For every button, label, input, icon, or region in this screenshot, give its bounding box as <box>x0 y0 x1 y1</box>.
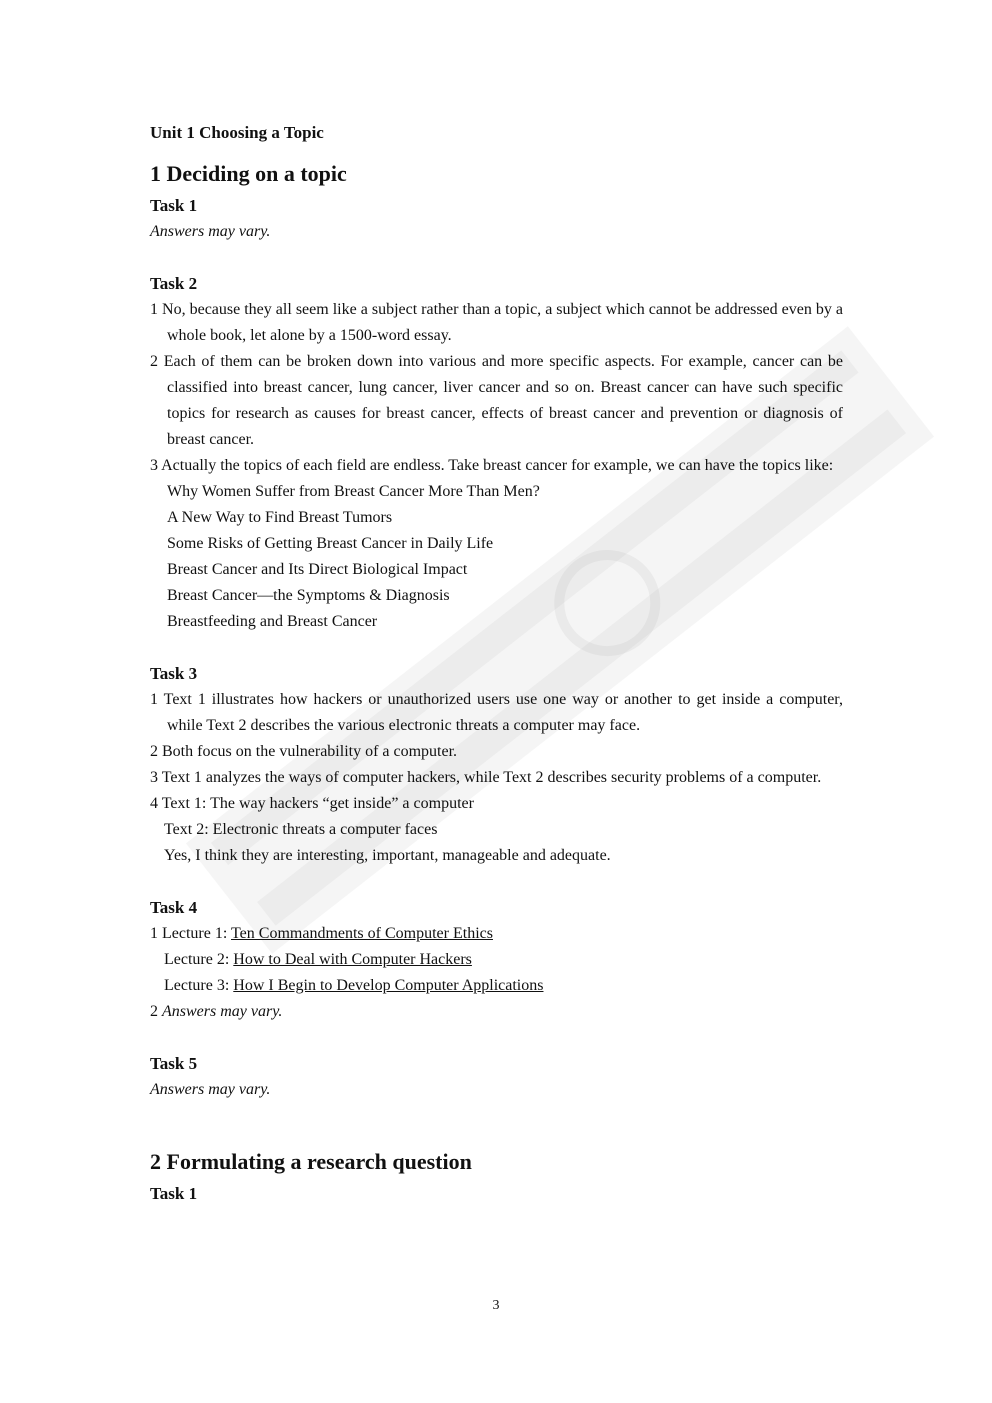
task-2-item-1: 1 No, because they all seem like a subject rather than a topic, a subject which cannot be addressed even by a whole book, let alone by a 1500-word essay. <box>150 301 843 344</box>
page-number: 3 <box>492 1298 500 1313</box>
lecture-2-line <box>150 947 843 973</box>
task-3-item-4-line-3: Yes, I think they are interesting, important, manageable and adequate. <box>164 847 611 864</box>
task-3-item-3: 3 Text 1 analyzes the ways of computer hackers, while Text 2 describes security problems of a computer. <box>150 769 822 786</box>
document-content <box>150 121 843 1207</box>
lecture-3-title: How I Begin to Develop Computer Applications <box>233 977 544 994</box>
task-5-heading: Task 5 <box>150 1054 198 1073</box>
section-title-formulating: 2 Formulating a research question <box>150 1149 472 1174</box>
lecture-1-prefix: 1 Lecture 1: <box>150 925 232 942</box>
task-5-answer: Answers may vary. <box>150 1081 271 1098</box>
unit-title: Unit 1 Choosing a Topic <box>150 123 324 142</box>
task-3-item-2: 2 Both focus on the vulnerability of a computer. <box>150 743 458 760</box>
task-2-heading: Task 2 <box>150 274 198 293</box>
lecture-3-prefix: Lecture 3: <box>164 977 234 994</box>
task-4-heading: Task 4 <box>150 898 198 917</box>
task-3-item-1: 1 Text 1 illustrates how hackers or unauthorized users use one way or another to get inside a computer, while Text 2 describes the various electronic threats a computer may face. <box>150 691 843 734</box>
section-title-deciding: 1 Deciding on a topic <box>150 161 347 186</box>
task-1-heading: Task 1 <box>150 196 198 215</box>
task-3-item-4-line-2: Text 2: Electronic threats a computer faces <box>164 821 438 838</box>
task-4-item-2-number: 2 <box>150 1003 162 1020</box>
task-4-item-2-answer: Answers may vary. <box>162 1003 283 1020</box>
task-2-item-2: 2 Each of them can be broken down into various and more specific aspects. For example, cancer can be classified into breast cancer, lung cancer, liver cancer and so on. Breast cancer can have such specific topics for research as causes for breast cancer, effects of breast cancer and prevention or diagnosis of breast cancer. <box>150 353 843 448</box>
topic-line: Breast Cancer—the Symptoms & Diagnosis <box>167 587 450 604</box>
topic-line: Some Risks of Getting Breast Cancer in Daily Life <box>167 535 494 552</box>
topic-line: A New Way to Find Breast Tumors <box>167 509 393 526</box>
lecture-1-line <box>150 921 843 947</box>
topic-line: Breastfeeding and Breast Cancer <box>167 613 378 630</box>
task-4-item-2 <box>150 999 843 1025</box>
task-3-item-4-line-1: 4 Text 1: The way hackers “get inside” a computer <box>150 795 474 812</box>
lecture-1-title: Ten Commandments of Computer Ethics <box>231 925 493 942</box>
task-3-heading: Task 3 <box>150 664 198 683</box>
lecture-2-prefix: Lecture 2: <box>164 951 234 968</box>
topic-line: Why Women Suffer from Breast Cancer More Than Men? <box>167 483 540 500</box>
lecture-2-title: How to Deal with Computer Hackers <box>233 951 472 968</box>
section-2-task-1-heading: Task 1 <box>150 1184 198 1203</box>
topic-line: Breast Cancer and Its Direct Biological Impact <box>167 561 468 578</box>
task-1-answer: Answers may vary. <box>150 223 271 240</box>
lecture-3-line <box>150 973 843 999</box>
task-2-item-3: 3 Actually the topics of each field are endless. Take breast cancer for example, we can have the topics like: <box>150 457 834 474</box>
